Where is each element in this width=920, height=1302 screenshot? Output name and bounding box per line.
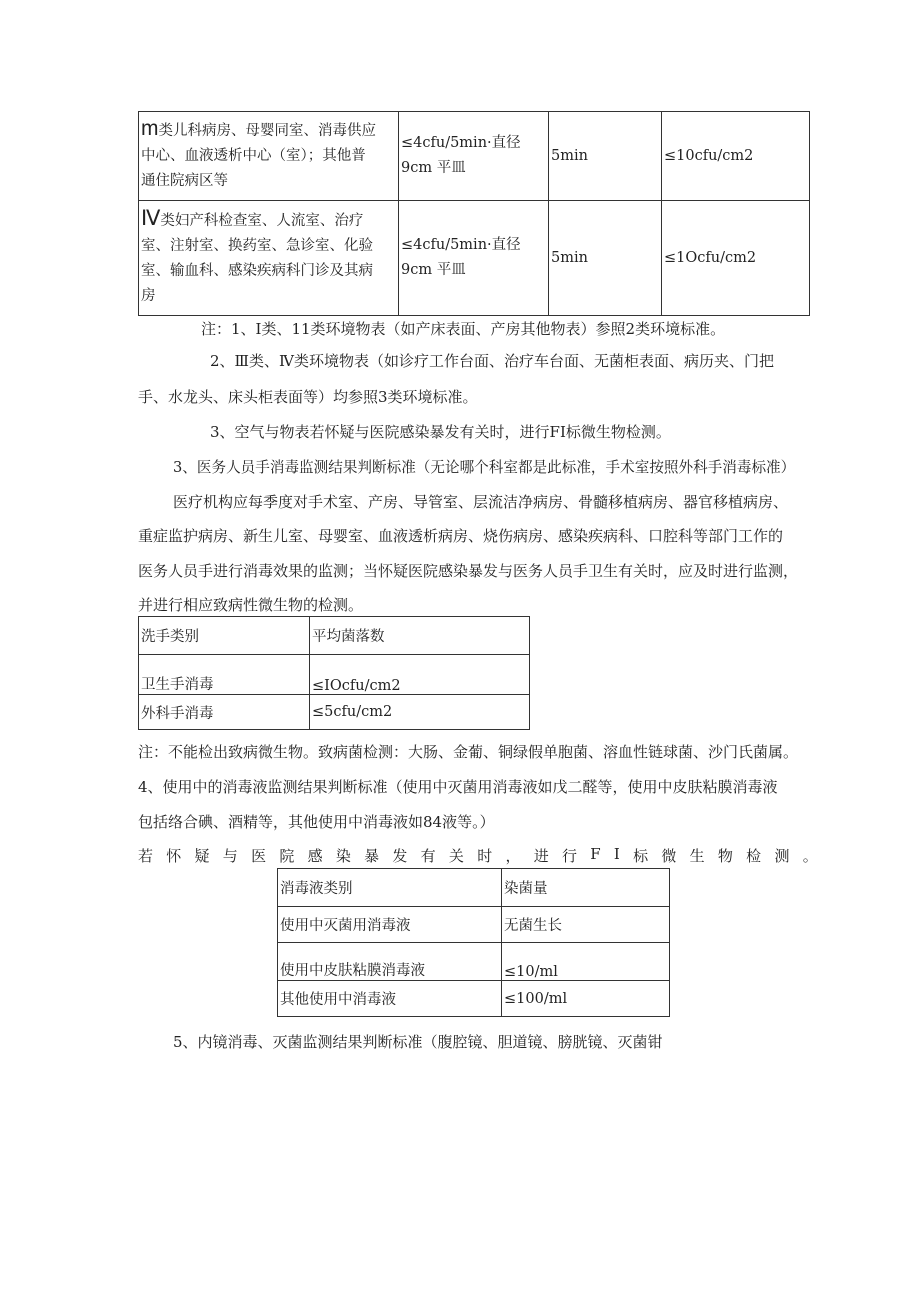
surface-standard-cell: ≤1Ocfu/cm2 — [662, 201, 810, 316]
spread-char: 生 — [689, 847, 705, 865]
spread-char: F — [590, 845, 601, 863]
header-cell: 染菌量 — [502, 869, 670, 907]
spread-char: 怀 — [166, 847, 182, 865]
table-row — [139, 201, 810, 316]
spread-char: 医 — [251, 847, 267, 865]
section-3-para-line: 医疗机构应每季度对手术室、产房、导管室、层流洁净病房、骨髓移植病房、器官移植病房、 — [173, 493, 789, 511]
spread-char: I — [613, 845, 620, 863]
table-cell: 无菌生长 — [502, 907, 670, 943]
area-line: 中心、血液透析中心（室）；其他普 — [141, 148, 366, 164]
table-cell: ≤5cfu/cm2 — [310, 695, 530, 730]
table-cell: 其他使用中消毒液 — [278, 981, 502, 1017]
spread-char: 微 — [661, 847, 677, 865]
time-cell: 5min — [549, 201, 662, 316]
section-4-line-2: 包括络合碘、酒精等，其他使用中消毒液如84液等。） — [138, 813, 495, 831]
note-3: 3、空气与物表若怀疑与医院感染暴发有关时，进行FI标微生物检测。 — [210, 423, 671, 441]
table-row — [278, 981, 670, 1017]
class-mark: Ⅳ — [141, 206, 161, 230]
air-standard-cell — [399, 112, 549, 201]
time-cell: 5min — [549, 112, 662, 201]
air-line: ≤4cfu/5min·直径 — [401, 135, 521, 151]
note-2-line-1: 2、Ⅲ类、Ⅳ类环境物表（如诊疗工作台面、治疗车台面、无菌柜表面、病历夹、门把 — [210, 352, 774, 370]
table-cell: ≤10/ml — [502, 943, 670, 981]
table-header-row — [139, 617, 530, 655]
spread-char: 行 — [561, 847, 577, 865]
table-row — [139, 655, 530, 695]
spread-char: 与 — [222, 847, 238, 865]
section-5-heading: 5、内镜消毒、灭菌监测结果判断标准（腹腔镜、胆道镜、膀胱镜、灭菌钳 — [173, 1033, 663, 1051]
area-line: 类妇产科检查室、人流室、治疗 — [160, 212, 364, 229]
disinfectant-table — [277, 868, 670, 1017]
spread-char: 检 — [746, 847, 762, 865]
table-cell: 使用中皮肤粘膜消毒液 — [278, 943, 502, 981]
spread-char: 时 — [477, 847, 493, 865]
air-line: 9cm 平皿 — [401, 262, 466, 278]
table-header-row — [278, 869, 670, 907]
section-4-line-3 — [138, 845, 818, 866]
header-cell: 洗手类别 — [139, 617, 310, 655]
section-3-para-line: 并进行相应致病性微生物的检测。 — [138, 596, 364, 614]
spread-char: 疑 — [194, 847, 210, 865]
spread-char: 暴 — [364, 847, 380, 865]
area-line: 室、注射室、换药室、急诊室、化验 — [141, 237, 373, 254]
surface-standard-cell: ≤10cfu/cm2 — [662, 112, 810, 201]
hand-disinfection-table — [138, 616, 530, 730]
hand-note: 注：不能检出致病微生物。致病菌检测：大肠、金葡、铜绿假单胞菌、溶血性链球菌、沙门氏菌属。 — [138, 743, 799, 761]
note-1: 注：1、Ⅰ类、11类环境物表（如产床表面、产房其他物表）参照2类环境标准。 — [201, 320, 726, 338]
table-cell: ≤IOcfu/cm2 — [310, 655, 530, 695]
header-cell: 消毒液类别 — [278, 869, 502, 907]
spread-char: 测 — [774, 847, 790, 865]
table-row — [278, 943, 670, 981]
header-cell: 平均菌落数 — [310, 617, 530, 655]
table-cell: 外科手消毒 — [139, 695, 310, 730]
area-line: 室、输血科、感染疾病科门诊及其病 — [141, 262, 373, 279]
spread-char: 发 — [392, 847, 408, 865]
table-cell: 卫生手消毒 — [139, 655, 310, 695]
air-line: ≤4cfu/5min·直径 — [401, 237, 521, 253]
table-row — [139, 112, 810, 201]
spread-char: ， — [505, 847, 521, 865]
area-line: 房 — [141, 287, 156, 304]
spread-char: 进 — [533, 847, 549, 865]
section-4-line-1: 4、使用中的消毒液监测结果判断标准（使用中灭菌用消毒液如戊二醛等，使用中皮肤粘膜消毒液 — [138, 778, 778, 796]
spread-char: 院 — [279, 847, 295, 865]
air-standard-cell — [399, 201, 549, 316]
environment-standards-table — [138, 111, 810, 316]
table-cell: 使用中灭菌用消毒液 — [278, 907, 502, 943]
area-line: 通住院病区等 — [141, 173, 228, 189]
section-3-para-line: 医务人员手进行消毒效果的监测；当怀疑医院感染暴发与医务人员手卫生有关时，应及时进行监测， — [138, 562, 799, 580]
spread-char: 若 — [138, 847, 154, 865]
area-cell — [139, 112, 399, 201]
table-row — [278, 907, 670, 943]
spread-char: 染 — [335, 847, 351, 865]
class-mark: m — [141, 117, 159, 140]
section-3-heading: 3、医务人员手消毒监测结果判断标准（无论哪个科室都是此标准，手术室按照外科手消毒标准） — [173, 459, 796, 476]
area-cell — [139, 201, 399, 316]
spread-char: 有 — [420, 847, 436, 865]
spread-char: 。 — [802, 847, 818, 865]
spread-char: 关 — [448, 847, 464, 865]
table-cell: ≤100/ml — [502, 981, 670, 1017]
air-line: 9cm 平皿 — [401, 160, 466, 176]
spread-char: 感 — [307, 847, 323, 865]
area-line: 类儿科病房、母婴同室、消毒供应 — [158, 123, 376, 139]
spread-char: 标 — [633, 847, 649, 865]
spread-char: 物 — [717, 847, 733, 865]
section-3-para-line: 重症监护病房、新生儿室、母婴室、血液透析病房、烧伤病房、感染疾病科、口腔科等部门工作的 — [138, 527, 784, 545]
table-row — [139, 695, 530, 730]
note-2-line-2: 手、水龙头、床头柜表面等）均参照3类环境标准。 — [138, 388, 478, 406]
